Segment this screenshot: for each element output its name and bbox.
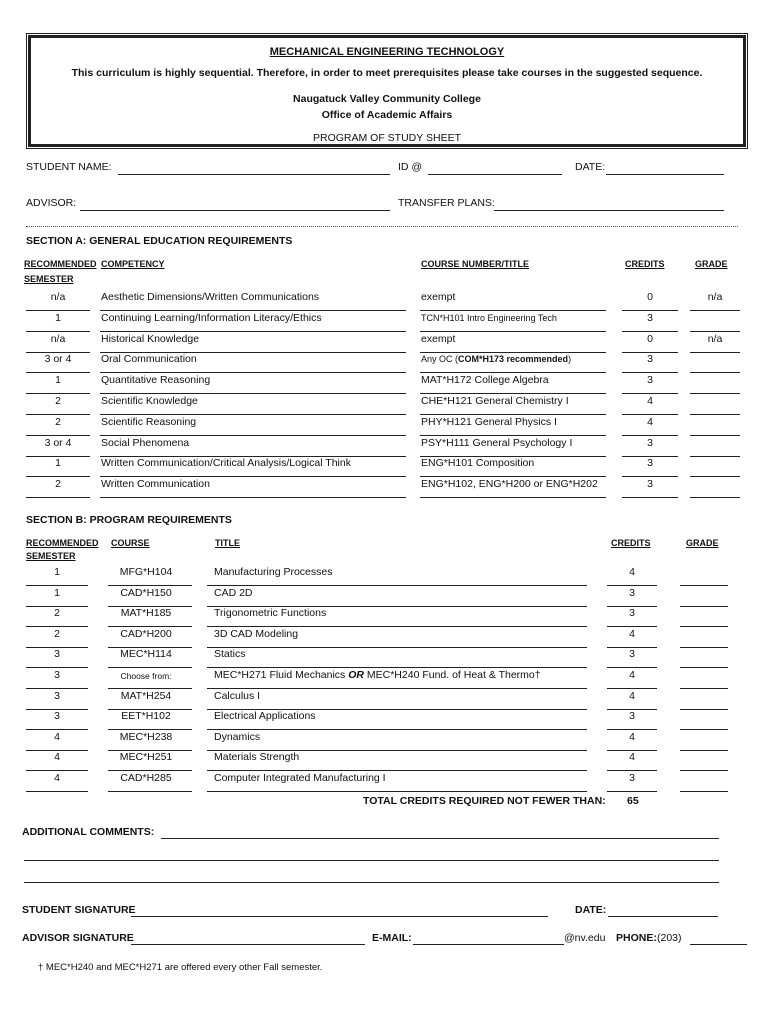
course-code-cell: CAD*H150 — [120, 586, 172, 599]
credits-header-b: CREDITS — [611, 538, 651, 548]
competency-header: COMPETENCY — [101, 259, 165, 269]
semester-cell: 3 or 4 — [44, 353, 72, 366]
competency-line — [100, 497, 406, 498]
course-number-header: COURSE NUMBER/TITLE — [421, 259, 529, 269]
advisor-signature-field[interactable] — [131, 944, 365, 945]
section-b-semester-header-2: SEMESTER — [26, 551, 76, 561]
program-title: MECHANICAL ENGINEERING TECHNOLOGY — [269, 46, 505, 58]
title-cell: Statics — [214, 648, 246, 661]
sheet-title: PROGRAM OF STUDY SHEET — [313, 132, 461, 144]
course-code-cell: MEC*H251 — [119, 751, 173, 764]
title-suffix: MEC*H240 Fund. of Heat & Thermo† — [363, 669, 541, 681]
comments-field-line-3[interactable] — [24, 882, 719, 883]
grade-header-a: GRADE — [695, 259, 728, 269]
table-row — [0, 731, 770, 751]
email-domain: @nv.edu — [564, 932, 606, 944]
course-cell: exempt — [421, 291, 456, 303]
credits-cell: 3 — [629, 710, 635, 723]
semester-cell: 4 — [54, 730, 60, 743]
student-name-label: STUDENT NAME: — [26, 161, 112, 173]
course-code-cell: MFG*H104 — [119, 566, 173, 578]
grade-field[interactable] — [680, 791, 728, 792]
course-cell: PHY*H121 General Physics I — [421, 415, 557, 428]
credits-cell: 3 — [629, 772, 635, 784]
semester-cell: 1 — [54, 586, 60, 599]
course-cell: MAT*H172 College Algebra — [421, 374, 549, 387]
course-prefix: Any OC ( — [421, 354, 459, 365]
competency-cell: Scientific Knowledge — [101, 395, 198, 407]
semester-cell: 2 — [55, 478, 61, 491]
advisor-label: ADVISOR: — [26, 197, 77, 209]
student-signature-field[interactable] — [131, 916, 548, 917]
transfer-plans-label: TRANSFER PLANS: — [398, 197, 495, 209]
table-row — [0, 457, 770, 477]
semester-cell: 3 or 4 — [44, 436, 72, 449]
comments-field-line-2[interactable] — [24, 860, 719, 861]
section-b-semester-header: RECOMMENDED — [26, 538, 99, 548]
semester-cell: 3 — [54, 689, 60, 702]
credits-cell: 4 — [629, 730, 635, 743]
competency-cell: Aesthetic Dimensions/Written Communications — [101, 291, 320, 303]
title-header-b: TITLE — [215, 538, 240, 548]
table-row — [0, 353, 770, 373]
table-row — [0, 690, 770, 710]
table-row — [0, 333, 770, 353]
title-or: OR — [348, 669, 364, 681]
credits-cell: 4 — [629, 689, 635, 702]
table-row — [0, 751, 770, 771]
course-cell — [421, 354, 571, 364]
title-cell: Electrical Applications — [214, 710, 316, 723]
section-a-semester-header-2: SEMESTER — [24, 274, 74, 284]
college-name: Naugatuck Valley Community College — [293, 93, 481, 105]
credits-cell: 3 — [647, 311, 653, 324]
signature-date-field[interactable] — [608, 916, 718, 917]
advisor-signature-label: ADVISOR SIGNATURE — [22, 932, 134, 944]
advisor-field[interactable] — [80, 210, 390, 211]
credits-cell: 4 — [629, 627, 635, 640]
credits-cell: 4 — [647, 415, 653, 428]
dotted-divider — [26, 226, 738, 227]
competency-cell: Written Communication/Critical Analysis/Logical Think — [101, 457, 351, 470]
student-name-field[interactable] — [118, 174, 390, 175]
grade-line[interactable] — [690, 497, 740, 498]
course-suffix: ) — [568, 354, 572, 365]
section-a-semester-header: RECOMMENDED — [24, 259, 97, 269]
semester-cell: 4 — [54, 751, 60, 764]
credits-cell: 3 — [647, 436, 653, 449]
course-cell: TCN*H101 Intro Engineering Tech — [421, 312, 557, 323]
credits-cell: 3 — [629, 648, 635, 661]
total-credits-value: 65 — [627, 795, 639, 807]
semester-line — [26, 791, 88, 792]
phone-label: PHONE: — [616, 932, 657, 944]
title-prefix: MEC*H271 Fluid Mechanics — [214, 669, 349, 681]
comments-field-line-1[interactable] — [161, 838, 719, 839]
credits-cell: 3 — [647, 374, 653, 387]
table-row — [0, 710, 770, 730]
grade-cell[interactable]: n/a — [707, 291, 723, 303]
credits-header-a: CREDITS — [625, 259, 665, 269]
course-cell: PSY*H111 General Psychology I — [421, 436, 573, 449]
semester-cell: 1 — [55, 457, 61, 470]
table-row — [0, 312, 770, 332]
office-name: Office of Academic Affairs — [321, 109, 453, 121]
table-row — [0, 648, 770, 668]
id-field[interactable] — [428, 174, 562, 175]
table-row — [0, 628, 770, 648]
grade-cell[interactable]: n/a — [707, 332, 723, 345]
competency-cell: Social Phenomena — [101, 436, 190, 449]
course-header-b: COURSE — [111, 538, 150, 548]
email-field[interactable] — [413, 944, 564, 945]
table-row — [0, 416, 770, 436]
title-cell — [214, 669, 541, 681]
semester-cell: 1 — [54, 566, 60, 578]
credits-cell: 3 — [629, 586, 635, 599]
header-box — [28, 35, 746, 147]
semester-cell: 3 — [54, 710, 60, 723]
semester-cell: 2 — [54, 607, 60, 620]
credits-cell: 4 — [629, 669, 635, 681]
course-cell: ENG*H102, ENG*H200 or ENG*H202 — [421, 478, 598, 491]
table-row — [0, 669, 770, 689]
competency-cell: Scientific Reasoning — [101, 415, 197, 428]
semester-cell: 4 — [54, 772, 60, 784]
email-label: E-MAIL: — [372, 932, 412, 944]
table-row — [0, 291, 770, 311]
table-row — [0, 437, 770, 457]
section-a-title: SECTION A: GENERAL EDUCATION REQUIREMENTS — [26, 235, 293, 247]
competency-cell: Oral Communication — [101, 353, 197, 366]
course-code-cell: MAT*H185 — [120, 607, 172, 620]
competency-cell: Written Communication — [101, 478, 210, 491]
credits-cell: 3 — [647, 478, 653, 491]
title-cell: 3D CAD Modeling — [214, 627, 299, 640]
sequence-note: This curriculum is highly sequential. Therefore, in order to meet prerequisites please take courses in the suggested sequence. — [71, 67, 703, 79]
semester-cell: 2 — [55, 415, 61, 428]
course-cell: ENG*H101 Composition — [421, 457, 535, 470]
credits-cell: 3 — [647, 457, 653, 470]
course-code-cell: Choose from: — [120, 671, 172, 681]
semester-cell: 3 — [54, 669, 60, 681]
competency-cell: Continuing Learning/Information Literacy/Ethics — [101, 311, 322, 324]
title-cell: Calculus I — [214, 689, 261, 702]
title-line — [207, 791, 587, 792]
course-code-cell: CAD*H200 — [120, 627, 172, 640]
additional-comments-label: ADDITIONAL COMMENTS: — [22, 826, 155, 838]
course-code-cell: MEC*H238 — [119, 730, 173, 743]
credits-cell: 3 — [629, 607, 635, 620]
footnote: † MEC*H240 and MEC*H271 are offered every other Fall semester. — [38, 962, 323, 973]
table-row — [0, 566, 770, 586]
course-cell: exempt — [421, 332, 456, 345]
course-line — [420, 497, 606, 498]
semester-cell: 2 — [55, 395, 61, 407]
credits-cell: 4 — [647, 395, 653, 407]
signature-date-label: DATE: — [575, 904, 607, 916]
table-row — [0, 607, 770, 627]
semester-cell: n/a — [50, 291, 66, 303]
credits-line — [607, 791, 657, 792]
table-row — [0, 374, 770, 394]
course-code-cell: EET*H102 — [121, 710, 171, 723]
credits-cell: 3 — [647, 353, 653, 366]
phone-field[interactable] — [690, 944, 747, 945]
credits-cell: 4 — [629, 566, 635, 578]
course-code-cell: MAT*H254 — [120, 689, 172, 702]
student-signature-label: STUDENT SIGNATURE — [22, 904, 136, 916]
grade-header-b: GRADE — [686, 538, 719, 548]
semester-cell: 1 — [55, 374, 61, 387]
title-cell: Dynamics — [214, 730, 261, 743]
transfer-plans-field[interactable] — [494, 210, 724, 211]
semester-cell: n/a — [50, 332, 66, 345]
table-row — [0, 395, 770, 415]
title-cell: Manufacturing Processes — [214, 566, 333, 578]
credits-line — [622, 497, 678, 498]
table-row — [0, 587, 770, 607]
title-cell: Trigonometric Functions — [214, 607, 327, 620]
section-b-title: SECTION B: PROGRAM REQUIREMENTS — [26, 514, 232, 526]
id-label: ID @ — [398, 161, 423, 173]
competency-cell: Quantitative Reasoning — [101, 374, 211, 387]
semester-line — [26, 497, 90, 498]
date-field[interactable] — [606, 174, 724, 175]
total-credits-label: TOTAL CREDITS REQUIRED NOT FEWER THAN: — [363, 795, 606, 807]
phone-area-code: (203) — [657, 932, 682, 944]
credits-cell: 0 — [647, 332, 653, 345]
table-row — [0, 772, 770, 792]
title-cell: Materials Strength — [214, 751, 300, 764]
semester-cell: 1 — [55, 311, 61, 324]
course-code-cell: MEC*H114 — [120, 648, 172, 661]
title-cell: CAD 2D — [214, 586, 253, 599]
course-code-cell: CAD*H285 — [120, 772, 172, 784]
course-recommended: COM*H173 recommended — [458, 354, 569, 365]
date-label: DATE: — [575, 161, 606, 173]
semester-cell: 2 — [54, 627, 60, 640]
title-cell: Computer Integrated Manufacturing I — [214, 772, 386, 784]
credits-cell: 4 — [629, 751, 635, 764]
course-cell: CHE*H121 General Chemistry I — [421, 395, 569, 407]
table-row — [0, 478, 770, 498]
competency-cell: Historical Knowledge — [101, 332, 200, 345]
course-code-line — [108, 791, 192, 792]
semester-cell: 3 — [54, 648, 60, 661]
credits-cell: 0 — [647, 291, 653, 303]
